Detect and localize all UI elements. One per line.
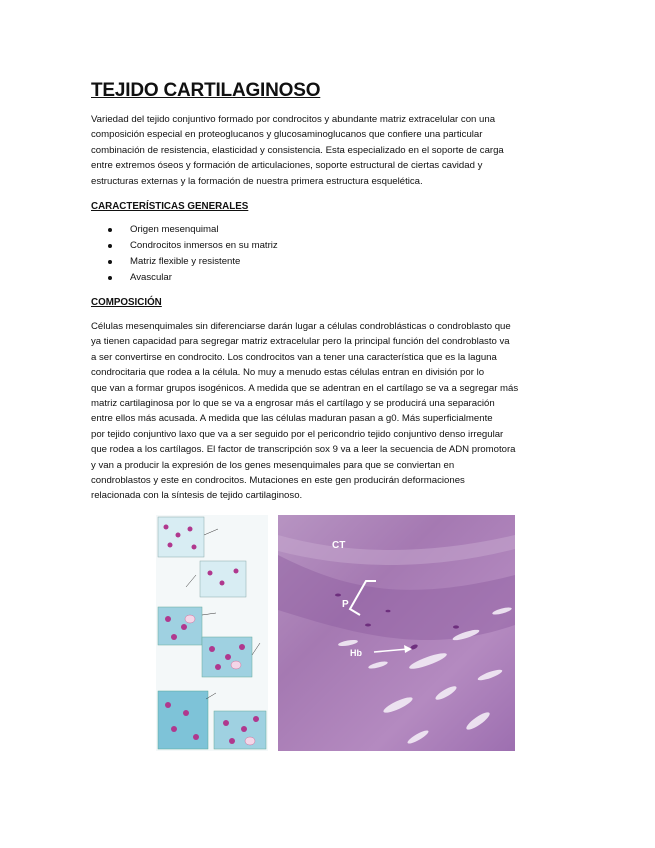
label-ct: CT [332, 540, 346, 551]
composicion-line: entre ellos más acusada. A medida que las células maduran pasan a g0. Más superficialmente [91, 413, 493, 425]
intro-line: composición especial en proteoglucanos y glucosaminoglucanos que confiere una particular [91, 129, 483, 141]
cartilage-micrograph [278, 515, 515, 751]
composicion-line: y van a producir la expresión de los genes mesenquimales para que se conviertan en [91, 459, 455, 471]
composicion-line: que van a formar grupos isogénicos. A medida que se adentran en el cartílago se va a segregar más [91, 382, 519, 394]
caracteristicas-heading: CARACTERÍSTICAS GENERALES [91, 201, 249, 212]
caracteristica-item: Avascular [108, 270, 278, 286]
composicion-line: que rodea a los cartílagos. El factor de transcripción sox 9 va a leer la secuencia de ADN promotora [91, 444, 516, 456]
intro-line: combinación de resistencia, elasticidad y consistencia. Esta especializado en el soporte de carga [91, 144, 504, 156]
caracteristicas-list [108, 222, 278, 286]
composicion-line: relacionada con la síntesis de tejido cartilaginoso. [91, 490, 303, 502]
composicion-line: ya tienen capacidad para segregar matriz extracelular pero la principal función del condroblasto va [91, 336, 510, 348]
composicion-paragraph [91, 319, 567, 504]
intro-line: estructuras externas y la formación de nuestra primera estructura esquelética. [91, 175, 423, 187]
caracteristica-item: Condrocitos inmersos en su matriz [108, 238, 278, 254]
chondrogenesis-diagram-graphic [156, 515, 268, 751]
composicion-line: a ser convertirse en condrocito. Los condrocitos van a tener una característica que es la laguna [91, 351, 497, 363]
cartilage-micrograph-graphic [278, 515, 515, 751]
caracteristica-item: Matriz flexible y resistente [108, 254, 278, 270]
composicion-line: matriz cartilaginosa por lo que se va a engrosar más el cartílago y se producirá una separación [91, 398, 495, 410]
composicion-heading: COMPOSICIÓN [91, 297, 162, 308]
composicion-line: Células mesenquimales sin diferenciarse darán lugar a células condroblásticas o condroblasto que [91, 321, 511, 332]
intro-paragraph [91, 112, 567, 189]
composicion-line: por tejido conjuntivo laxo que va a ser seguido por el pericondrio tejido conjuntivo denso irregular [91, 428, 504, 440]
page-title: TEJIDO CARTILAGINOSO [91, 80, 321, 101]
chondrogenesis-diagram [156, 515, 268, 751]
caracteristica-item: Origen mesenquimal [108, 222, 278, 238]
intro-line: entre extremos óseos y formación de articulaciones, soporte estructural de ciertas cavidad y [91, 160, 483, 172]
label-hb: Hb [350, 648, 362, 658]
composicion-line: condroblastos y este en condrocitos. Mutaciones en este gen producirán deformaciones [91, 475, 465, 487]
label-p: P [342, 599, 349, 610]
intro-line: Variedad del tejido conjuntivo formado por condrocitos y abundante matriz extracelular con una [91, 114, 496, 125]
composicion-line: condrocitaria que rodea a la célula. No muy a menudo estas células entran en división por lo [91, 367, 485, 379]
